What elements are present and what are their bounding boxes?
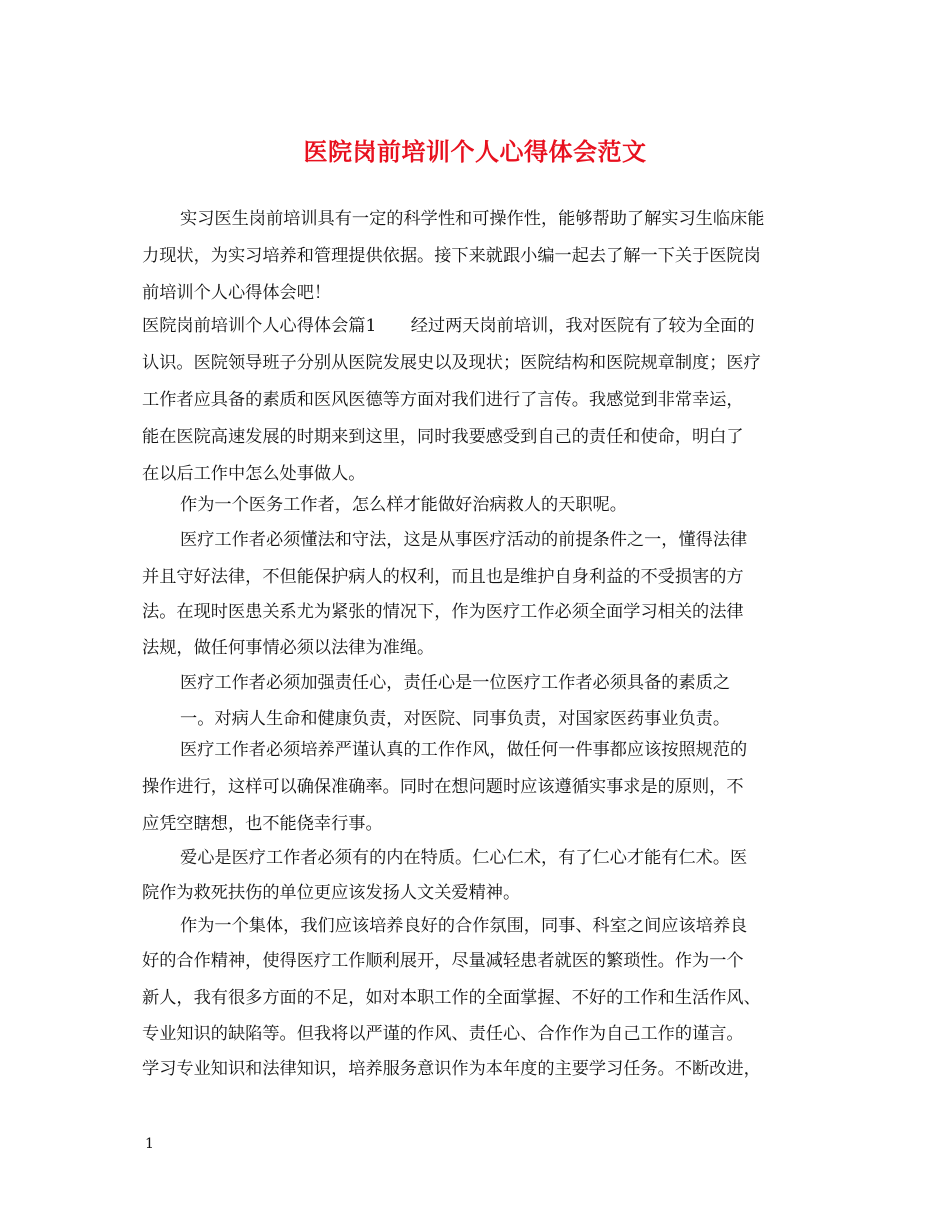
text-line: 新人，我有很多方面的不足，如对本职工作的全面掌握、不好的工作和生活作风、 — [142, 988, 761, 1008]
text-line: 认识。医院领导班子分别从医院发展史以及现状；医院结构和医院规章制度；医疗 — [142, 353, 761, 373]
text-line: 学习专业知识和法律知识，培养服务意识作为本年度的主要学习任务。不断改进， — [142, 1059, 761, 1079]
text-line: 法规，做任何事情必须以法律为准绳。 — [142, 638, 435, 658]
text-line: 医疗工作者必须培养严谨认真的工作作风，做任何一件事都应该按照规范的 — [180, 740, 748, 760]
text-line: 前培训个人心得体会吧！ — [142, 283, 332, 303]
document-title: 医院岗前培训个人心得体会范文 — [303, 137, 647, 166]
page-number: 1 — [145, 1136, 154, 1152]
text-line: 院作为救死扶伤的单位更应该发扬人文关爱精神。 — [142, 883, 521, 903]
text-line: 医疗工作者必须加强责任心，责任心是一位医疗工作者必须具备的素质之 — [180, 673, 731, 693]
text-line: 法。在现时医患关系尤为紧张的情况下，作为医疗工作必须全面学习相关的法律 — [142, 602, 744, 622]
text-line: 实习医生岗前培训具有一定的科学性和可操作性，能够帮助了解实习生临床能 — [180, 209, 765, 229]
text-line: 好的合作精神，使得医疗工作顺利展开，尽量减轻患者就医的繁琐性。作为一个 — [142, 951, 744, 971]
text-line: 医疗工作者必须懂法和守法，这是从事医疗活动的前提条件之一，懂得法律 — [180, 530, 748, 550]
text-line: 作为一个集体，我们应该培养良好的合作氛围，同事、科室之间应该培养良 — [180, 916, 748, 936]
text-line: 力现状，为实习培养和管理提供依据。接下来就跟小编一起去了解一下关于医院岗 — [142, 246, 761, 266]
text-line: 在以后工作中怎么处事做人。 — [142, 464, 366, 484]
text-line: 并且守好法律，不但能保护病人的权利，而且也是维护自身利益的不受损害的方 — [142, 567, 744, 587]
text-line: 能在医院高速发展的时期来到这里，同时我要感受到自己的责任和使命，明白了 — [142, 427, 744, 447]
text-line: 操作进行，这样可以确保准确率。同时在想问题时应该遵循实事求是的原则，不 — [142, 777, 744, 797]
text-line: 工作者应具备的素质和医风医德等方面对我们进行了言传。我感觉到非常幸运， — [142, 390, 744, 410]
text-line: 作为一个医务工作者，怎么样才能做好治病救人的天职呢。 — [180, 495, 627, 515]
text-line: 爱心是医疗工作者必须有的内在特质。仁心仁术，有了仁心才能有仁术。医 — [180, 848, 748, 868]
text-line: 专业知识的缺陷等。但我将以严谨的作风、责任心、合作作为自己工作的谨言。 — [142, 1024, 744, 1044]
text-line: 应凭空瞎想，也不能侥幸行事。 — [142, 814, 383, 834]
text-line: 医院岗前培训个人心得体会篇1 经过两天岗前培训，我对医院有了较为全面的 — [142, 316, 755, 336]
text-line: 一。对病人生命和健康负责，对医院、同事负责，对国家医药事业负责。 — [180, 709, 731, 729]
